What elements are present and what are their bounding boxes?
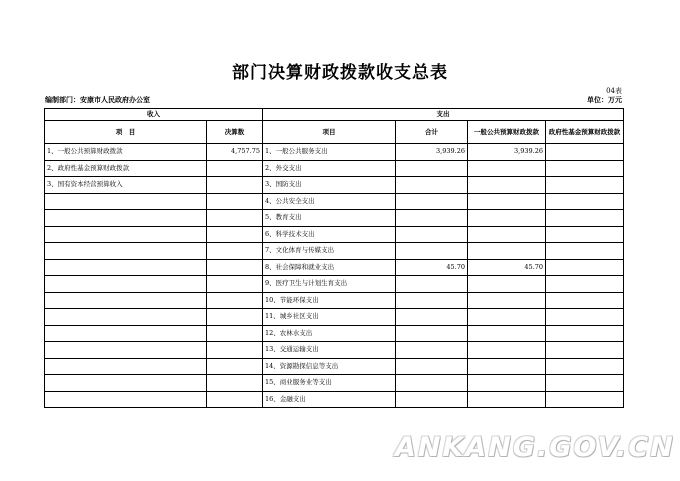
income-item-cell: [45, 358, 207, 375]
income-value-cell: [207, 375, 263, 392]
page-title: 部门决算财政拨款收支总表: [232, 63, 448, 83]
table-row: [45, 375, 624, 392]
table-row: [45, 210, 624, 227]
table-row: [45, 325, 624, 342]
income-value-cell: [207, 243, 263, 260]
table-row: [45, 144, 624, 161]
general-budget-cell: 3,939.26: [468, 144, 546, 161]
income-item-cell: [45, 193, 207, 210]
income-item-cell: [45, 375, 207, 392]
income-value-cell: 4,757.75: [207, 144, 263, 161]
general-budget-cell: [468, 342, 546, 359]
general-budget-cell: [468, 177, 546, 194]
table-row: [45, 193, 624, 210]
fund-budget-cell: [546, 177, 624, 194]
fund-budget-cell: [546, 210, 624, 227]
income-value-cell: [207, 342, 263, 359]
general-budget-cell: [468, 193, 546, 210]
expense-item-cell: 6、科学技术支出: [263, 226, 396, 243]
fund-budget-cell: [546, 276, 624, 293]
expense-item-cell: 12、农林水支出: [263, 325, 396, 342]
total-cell: [396, 276, 468, 293]
total-cell: [396, 193, 468, 210]
total-cell: [396, 391, 468, 408]
expense-item-cell: 13、交通运输支出: [263, 342, 396, 359]
general-budget-cell: [468, 226, 546, 243]
fund-budget-cell: [546, 144, 624, 161]
table-row: [45, 177, 624, 194]
expense-item-cell: 3、国防支出: [263, 177, 396, 194]
expense-item-cell: 15、商业服务业等支出: [263, 375, 396, 392]
header-row-columns: [45, 121, 624, 144]
table-row: [45, 292, 624, 309]
general-budget-cell: [468, 276, 546, 293]
income-item-cell: [45, 391, 207, 408]
table-row: [45, 276, 624, 293]
total-cell: [396, 226, 468, 243]
income-value-cell: [207, 193, 263, 210]
expense-item-cell: 5、教育支出: [263, 210, 396, 227]
header-row-group: [45, 109, 624, 121]
fund-budget-cell: [546, 309, 624, 326]
general-budget-cell: [468, 375, 546, 392]
income-value-cell: [207, 391, 263, 408]
fund-budget-cell: [546, 226, 624, 243]
general-budget-cell: [468, 309, 546, 326]
expense-item-cell: 2、外交支出: [263, 160, 396, 177]
income-item-cell: 2、政府性基金预算财政拨款: [45, 160, 207, 177]
table-row: [45, 259, 624, 276]
expense-header: 支出: [263, 109, 624, 121]
income-item-cell: [45, 325, 207, 342]
unit-label: 单位：万元: [587, 95, 622, 104]
income-value-cell: [207, 177, 263, 194]
table-row: [45, 160, 624, 177]
fund-budget-header: 政府性基金预算财政拨款: [546, 121, 624, 144]
total-cell: 45.70: [396, 259, 468, 276]
fund-budget-cell: [546, 391, 624, 408]
general-budget-cell: [468, 243, 546, 260]
income-value-cell: [207, 309, 263, 326]
income-value-cell: [207, 276, 263, 293]
income-item-cell: [45, 210, 207, 227]
table-row: [45, 243, 624, 260]
form-number: 04表: [606, 87, 622, 95]
total-cell: [396, 177, 468, 194]
income-item-cell: 3、国有资本经营预算收入: [45, 177, 207, 194]
general-budget-cell: [468, 358, 546, 375]
table-row: [45, 309, 624, 326]
income-item-cell: [45, 292, 207, 309]
income-value-cell: [207, 210, 263, 227]
income-item-cell: [45, 243, 207, 260]
fund-budget-cell: [546, 325, 624, 342]
general-budget-cell: 45.70: [468, 259, 546, 276]
total-cell: [396, 160, 468, 177]
income-item-cell: 1、一般公共预算财政拨款: [45, 144, 207, 161]
fund-budget-cell: [546, 375, 624, 392]
income-item-cell: [45, 226, 207, 243]
expense-item-cell: 4、公共安全支出: [263, 193, 396, 210]
total-cell: [396, 243, 468, 260]
expense-item-cell: 14、资源勘探信息等支出: [263, 358, 396, 375]
total-cell: [396, 325, 468, 342]
income-value-cell: [207, 160, 263, 177]
expense-item-cell: 9、医疗卫生与计划生育支出: [263, 276, 396, 293]
total-cell: [396, 309, 468, 326]
total-cell: [396, 292, 468, 309]
expense-item-cell: 7、文化体育与传媒支出: [263, 243, 396, 260]
expense-item-cell: 11、城乡社区支出: [263, 309, 396, 326]
income-value-cell: [207, 226, 263, 243]
department-label: 编制部门：安康市人民政府办公室: [45, 95, 150, 104]
total-cell: [396, 375, 468, 392]
income-item-cell: [45, 276, 207, 293]
general-budget-header: 一般公共预算财政拨款: [468, 121, 546, 144]
income-header: 收入: [45, 109, 263, 121]
income-value-cell: [207, 292, 263, 309]
fund-budget-cell: [546, 259, 624, 276]
expense-item-cell: 16、金融支出: [263, 391, 396, 408]
general-budget-cell: [468, 292, 546, 309]
expense-item-header: 项目: [263, 121, 396, 144]
income-value-cell: [207, 259, 263, 276]
budget-table: [44, 108, 624, 408]
table-row: [45, 391, 624, 408]
income-final-header: 决算数: [207, 121, 263, 144]
income-item-header: 项 目: [45, 121, 207, 144]
fund-budget-cell: [546, 358, 624, 375]
total-cell: [396, 210, 468, 227]
general-budget-cell: [468, 160, 546, 177]
expense-item-cell: 10、节能环保支出: [263, 292, 396, 309]
fund-budget-cell: [546, 160, 624, 177]
total-cell: [396, 358, 468, 375]
expense-item-cell: 1、一般公共服务支出: [263, 144, 396, 161]
general-budget-cell: [468, 210, 546, 227]
total-cell: [396, 342, 468, 359]
table-row: [45, 358, 624, 375]
fund-budget-cell: [546, 193, 624, 210]
general-budget-cell: [468, 325, 546, 342]
fund-budget-cell: [546, 243, 624, 260]
income-item-cell: [45, 259, 207, 276]
general-budget-cell: [468, 391, 546, 408]
table-row: [45, 342, 624, 359]
income-value-cell: [207, 358, 263, 375]
income-item-cell: [45, 309, 207, 326]
expense-item-cell: 8、社会保障和就业支出: [263, 259, 396, 276]
total-header: 合计: [396, 121, 468, 144]
table-row: [45, 226, 624, 243]
fund-budget-cell: [546, 292, 624, 309]
income-item-cell: [45, 342, 207, 359]
income-value-cell: [207, 325, 263, 342]
watermark-logo: ANKANG.GOV.CN: [395, 432, 675, 463]
total-cell: 3,939.26: [396, 144, 468, 161]
fund-budget-cell: [546, 342, 624, 359]
